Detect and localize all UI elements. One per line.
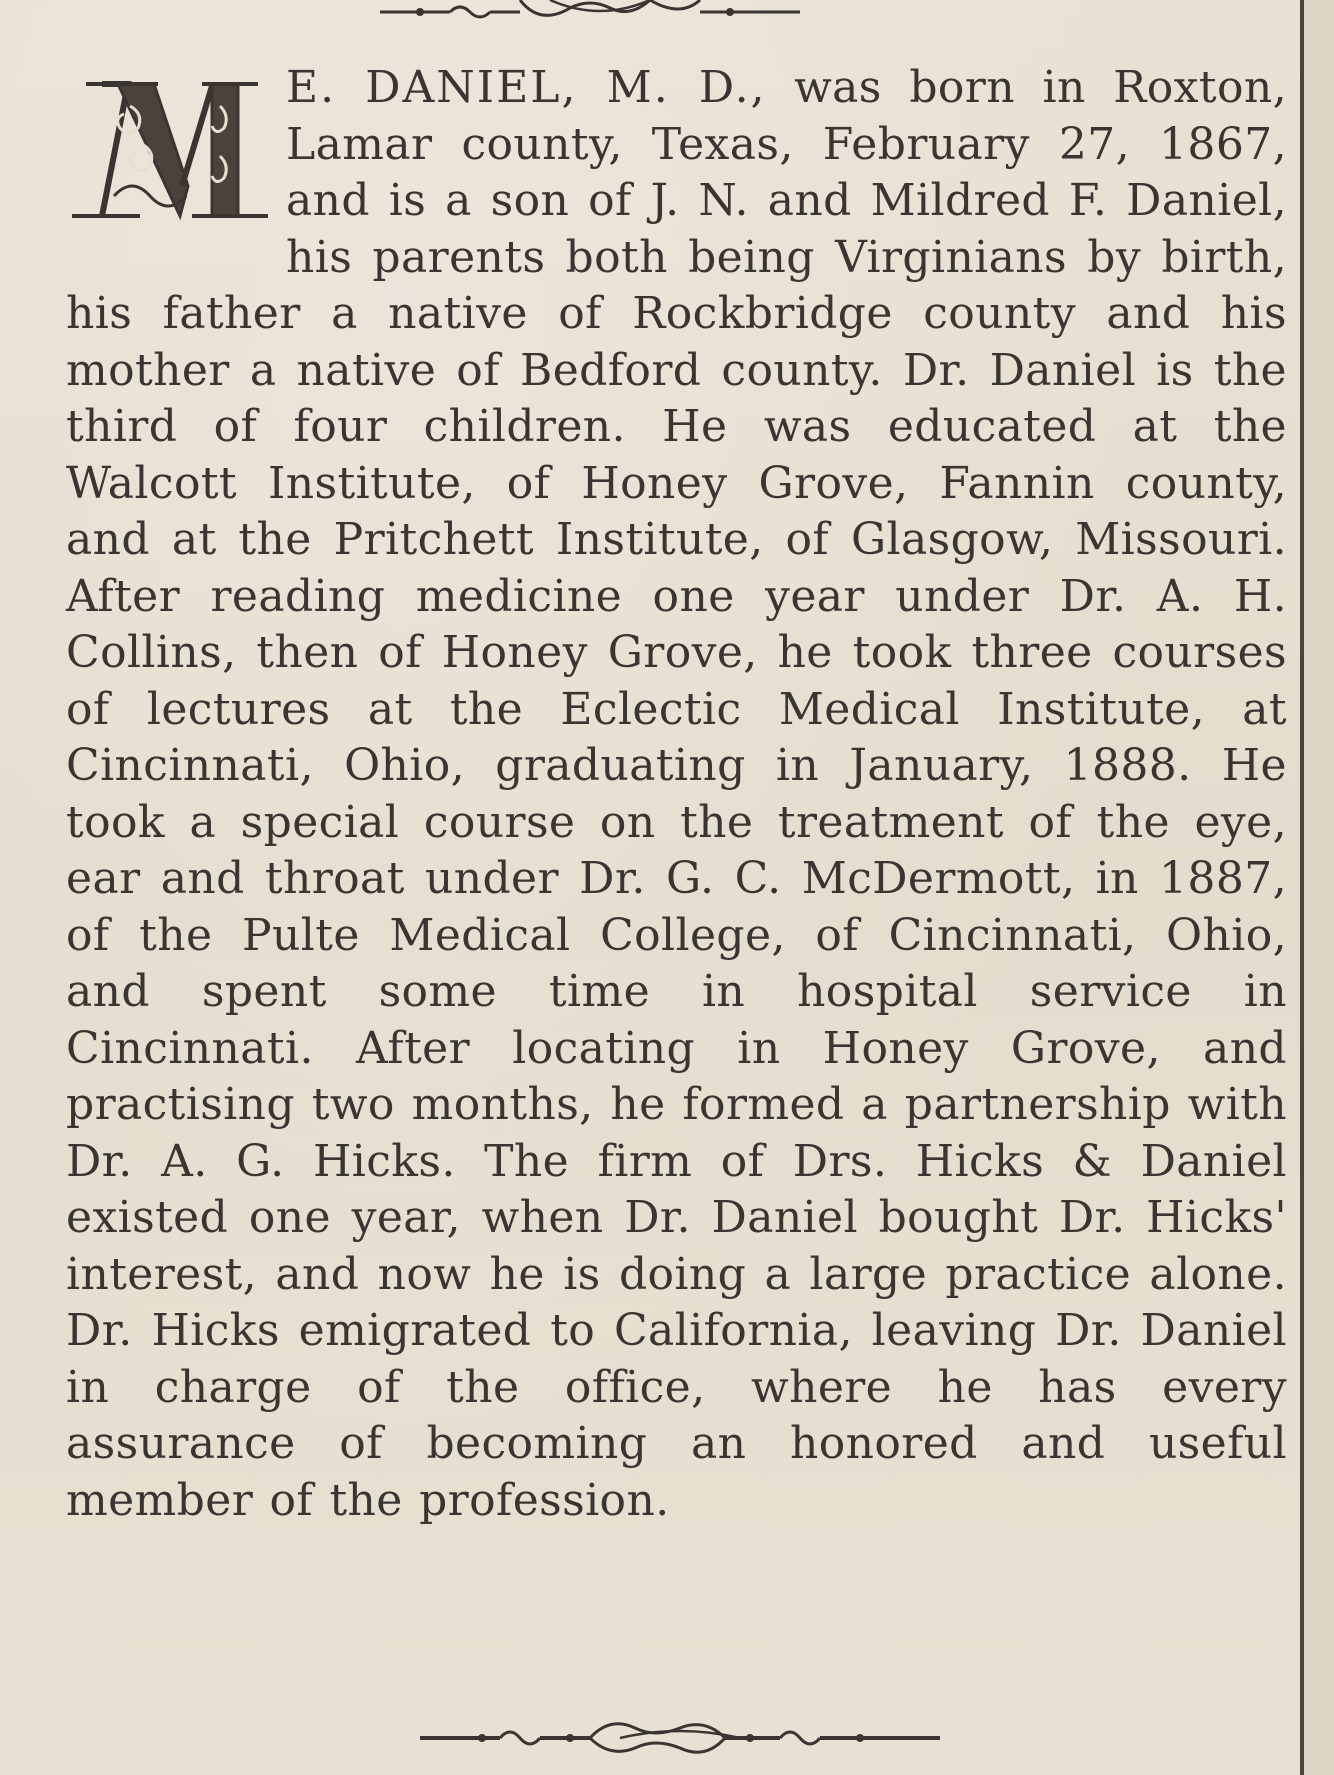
top-ornament: [380, 0, 800, 26]
bottom-ornament: [420, 1718, 940, 1758]
article-body: [62, 60, 1287, 1529]
drop-cap-m: [62, 66, 272, 236]
article-text: was born in Roxton, Lamar county, Texas, February 27, 1867, and is a son of J. N. and Mildred F. Daniel, his parents both being Virginians by birth, his father a native of Rockbridge county and his mother a native of Bedford county. Dr. Daniel is the third of four children. He was educated at the Walcott Institute, of Honey Grove, Fannin county, and at the Pritchett Institute, of Glasgow, Missouri. After reading medicine one year under Dr. A. H. Collins, then of Honey Grove, he took three courses of lectures at the Eclectic Medical Institute, at Cincinnati, Ohio, graduating in January, 1888. He took a special course on the treatment of the eye, ear and throat under Dr. G. C. McDermott, in 1887, of the Pulte Medical College, of Cincinnati, Ohio, and spent some time in hospital service in Cincinnati. After locating in Honey Grove, and practising two months, he formed a partnership with Dr. A. G. Hicks. The firm of Drs. Hicks & Daniel existed one year, when Dr. Daniel bought Dr. Hicks' interest, and now he is doing a large practice alone. Dr. Hicks emigrated to California, leaving Dr. Daniel in charge of the office, where he has every assurance of becoming an honored and useful member of the profession.: [66, 62, 1287, 1526]
page-gutter: [1304, 0, 1334, 1775]
subject-name: E. DANIEL, M. D.,: [286, 62, 767, 113]
biography-article: [62, 60, 1287, 1529]
